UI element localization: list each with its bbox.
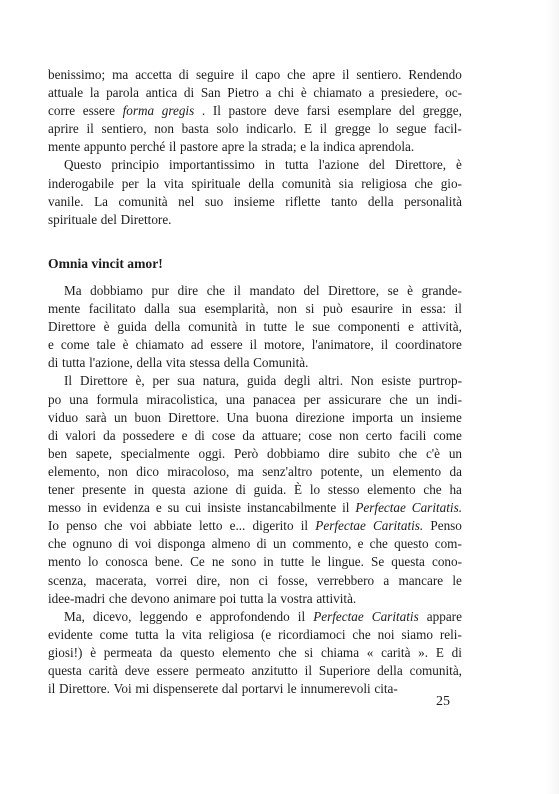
paragraph xyxy=(48,372,462,607)
text-line: tener presente in questa azione di guida. È lo stesso elemento che ha xyxy=(48,482,462,498)
paragraph xyxy=(48,156,462,228)
text-line: viduo sarà un buon Direttore. Una buona direzione importa un insieme xyxy=(48,409,462,425)
text-line: spirituale del Direttore. xyxy=(48,211,172,227)
text-line: e come tale è chiamato ad essere il motore, l'animatore, il coordinatore xyxy=(48,337,462,353)
text-line: scenza, macerata, vorrei dire, non ci fosse, verrebbero a mancare le xyxy=(48,572,462,588)
section-heading: Omnia vincit amor! xyxy=(48,256,163,271)
text-line: elemento, non dico miracoloso, ma senz'altro potente, un elemento da xyxy=(48,463,462,479)
text-line: Questo principio importantissimo in tutta l'azione del Direttore, è xyxy=(64,157,462,173)
text-line: evidente come tutta la vita religiosa (e ricordiamoci che noi siamo reli- xyxy=(48,626,462,642)
text-line: di valori da possedere e di cose da attuare; cose non certo facili come xyxy=(48,427,462,443)
text-line: idee-madri che devono animare poi tutta la vostra attività. xyxy=(48,590,357,606)
text-line: Ma, dicevo, leggendo e approfondendo il Perfectae Caritatis appare xyxy=(64,608,462,624)
bottom-text-block xyxy=(48,282,462,698)
text-line: mento lo conosca bene. Ce ne sono in tutte le lingue. Se questa cono- xyxy=(48,554,462,570)
text-line: aprire il sentiero, non basta solo indicarlo. E il gregge lo segue facil- xyxy=(48,121,462,137)
top-text-block xyxy=(48,66,462,229)
text-line: ben sapete, specialmente oggi. Però dobbiamo dire subito che c'è un xyxy=(48,445,462,461)
text-line: Ma dobbiamo pur dire che il mandato del Direttore, se è grande- xyxy=(64,283,462,298)
text-line: messo in evidenza e su cui insiste instancabilmente il Perfectae Caritatis. xyxy=(48,500,462,516)
text-line: vanile. La comunità nel suo insieme riflette tanto della personalità xyxy=(48,193,462,209)
text-line: inderogabile per la vita spirituale della comunità sia religiosa che gio- xyxy=(48,175,462,191)
text-line: mente facilitato dalla sua esemplarità, non si può esaurire in essa: il xyxy=(48,301,462,317)
text-line: Direttore è guida della comunità in tutte le sue componenti e attività, xyxy=(48,319,462,335)
text-line: attuale la parola antica di San Pietro a chi è chiamato a presiedere, oc- xyxy=(48,85,462,101)
paragraph xyxy=(48,282,462,372)
text-line: che ognuno di voi disponga almeno di un commento, e che questo com- xyxy=(48,536,462,552)
text-line: po una formula miracolistica, una panacea per assicurare che un indi- xyxy=(48,391,462,407)
text-line: corre essere forma gregis . Il pastore deve farsi esemplare del gregge, xyxy=(48,103,462,119)
text-line: di tutta l'azione, della vita stessa della Comunità. xyxy=(48,355,309,371)
paragraph xyxy=(48,608,462,698)
text-line: Il Direttore è, per sua natura, guida degli altri. Non esiste purtrop- xyxy=(64,373,462,389)
text-line: benissimo; ma accetta di seguire il capo che apre il sentiero. Rendendo xyxy=(48,67,462,82)
text-line: questa carità deve essere permeato anzitutto il Superiore della comunità, xyxy=(48,662,462,678)
text-line: giosi!) è permeata da questo elemento che si chiama « carità ». E di xyxy=(48,644,462,660)
text-line: il Direttore. Voi mi dispenserete dal portarvi le innumerevoli cita- xyxy=(48,681,398,697)
scan-edge xyxy=(545,0,559,794)
text-line: Io penso che voi abbiate letto e... digerito il Perfectae Caritatis. Penso xyxy=(48,518,462,534)
text-line: mente appunto perché il pastore apre la strada; e la indica aprendola. xyxy=(48,139,415,155)
page-number: 25 xyxy=(436,694,450,709)
paragraph xyxy=(48,66,462,156)
